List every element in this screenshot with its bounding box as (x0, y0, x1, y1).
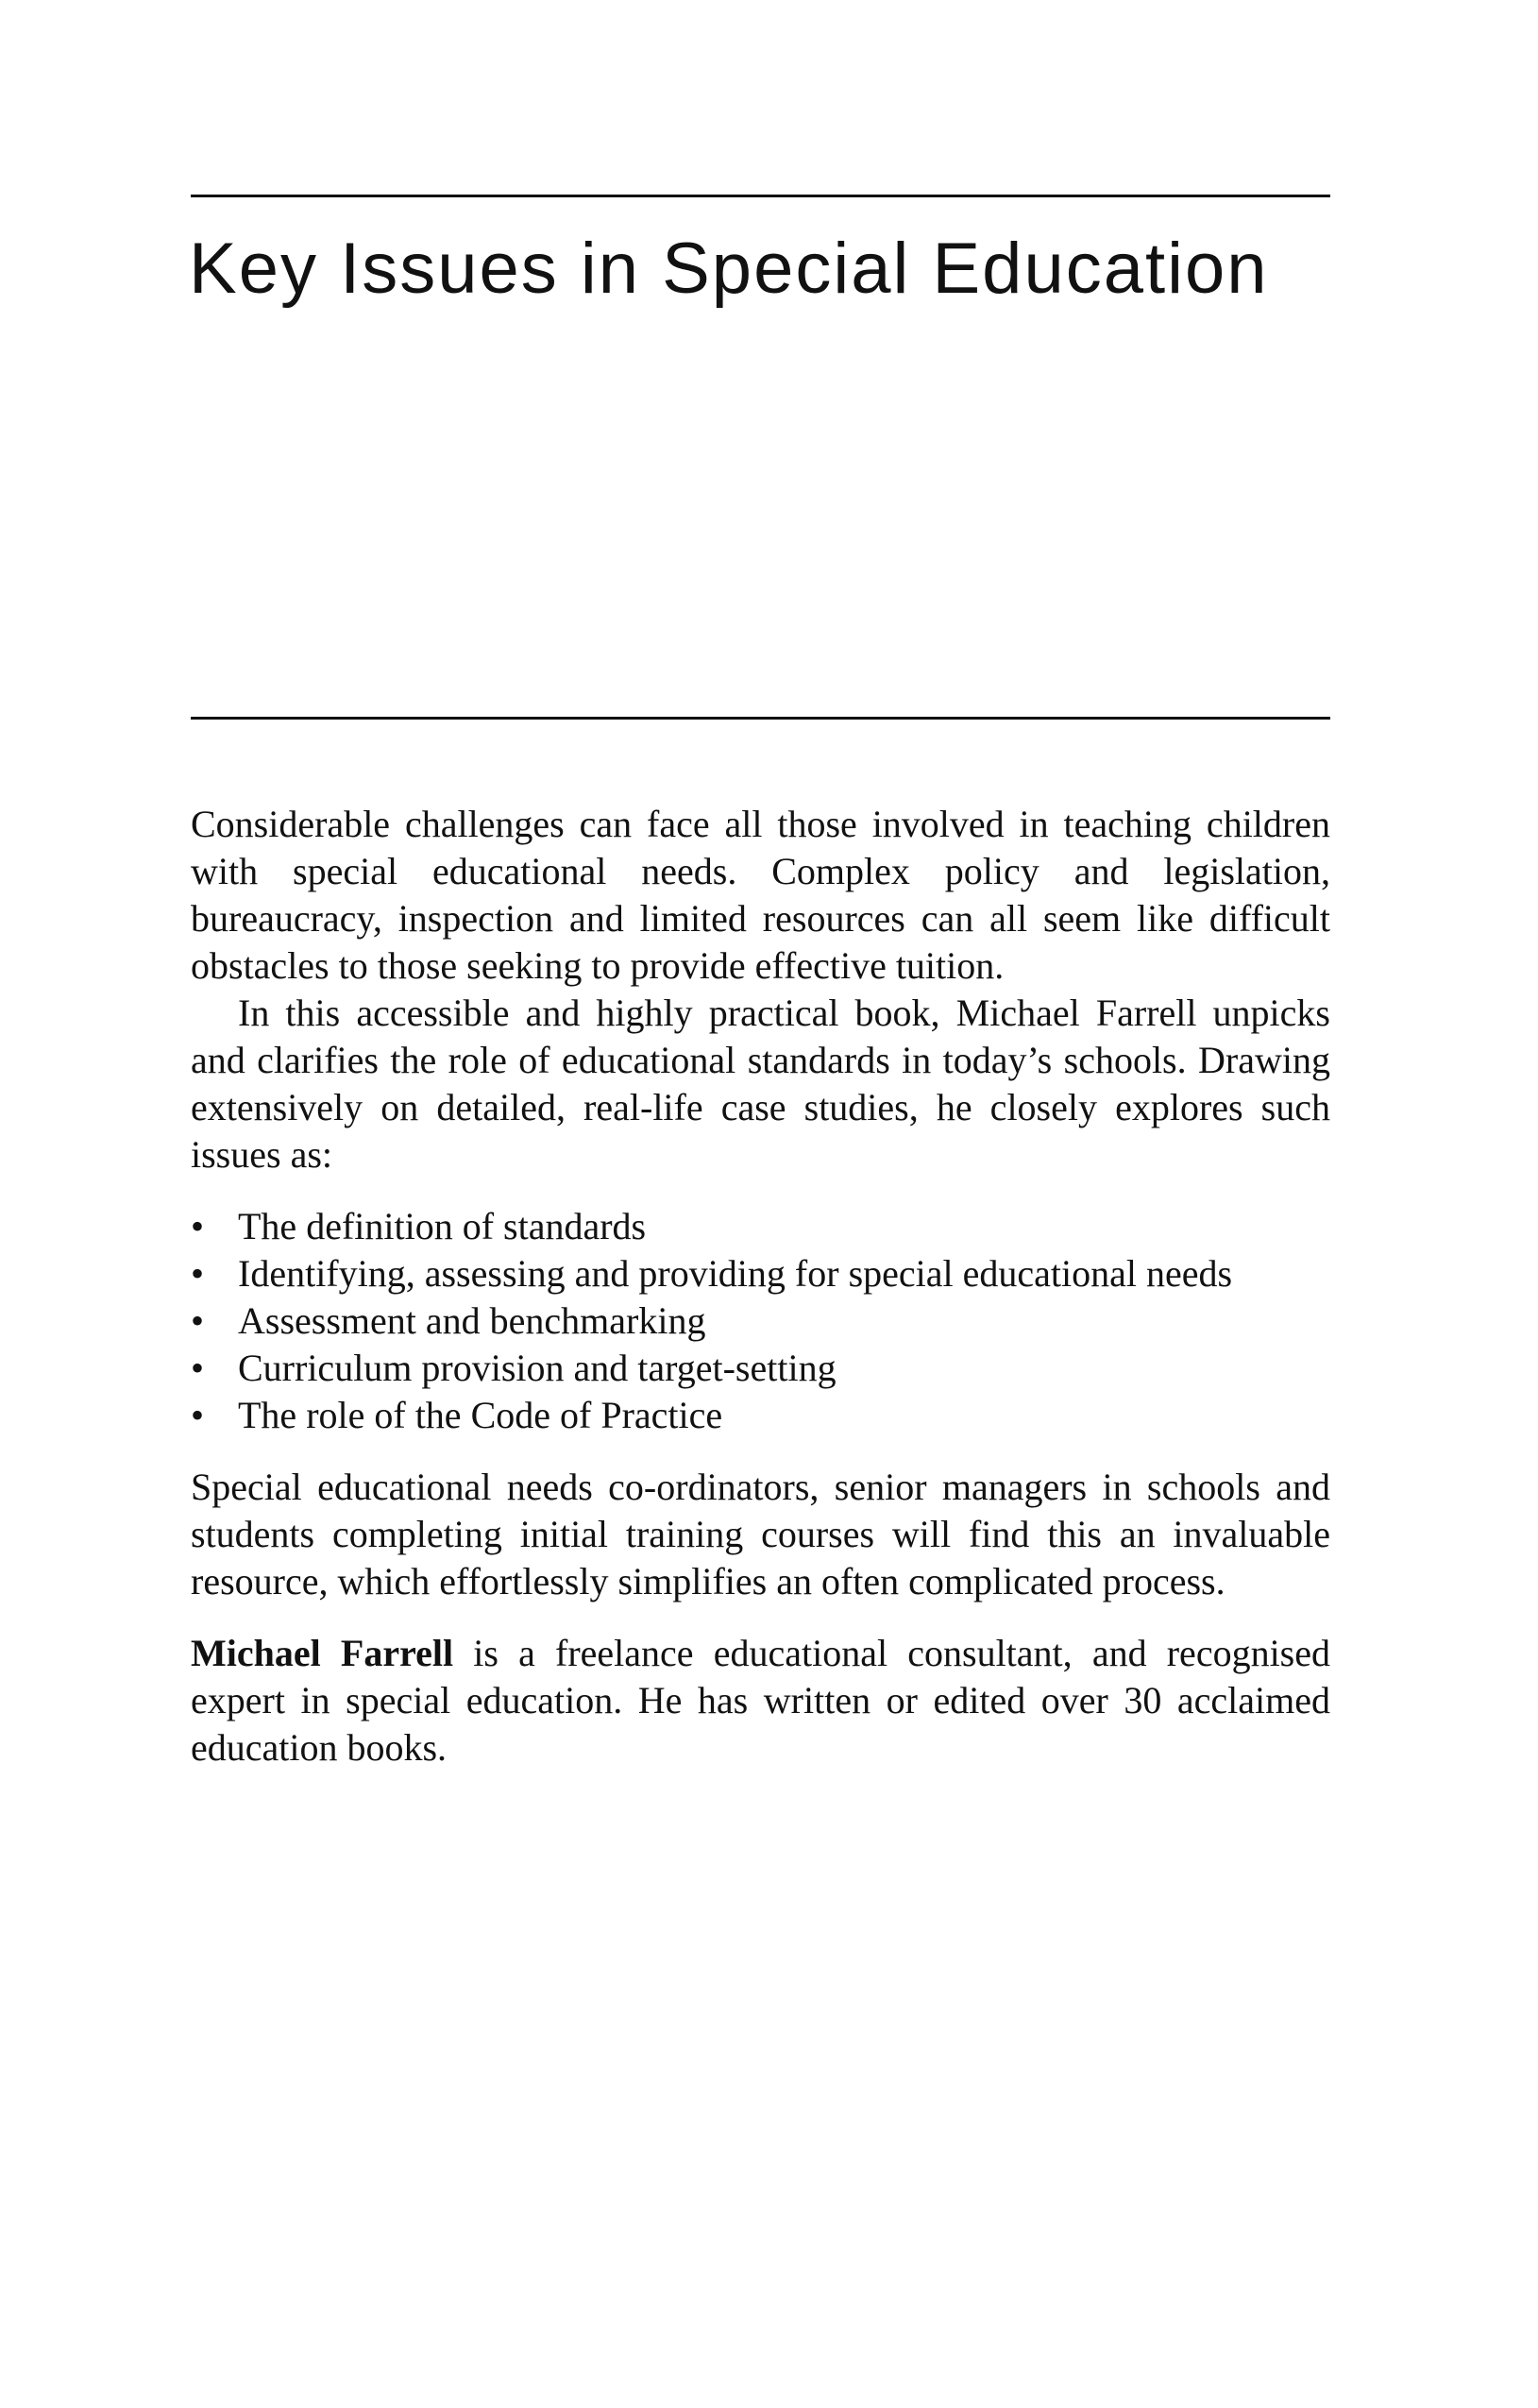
author-name: Michael Farrell (191, 1632, 454, 1674)
list-item (191, 1345, 1330, 1392)
list-item (191, 1297, 1330, 1345)
bullet-icon: • (191, 1205, 205, 1247)
list-item (191, 1250, 1330, 1297)
list-item-text: Identifying, assessing and providing for special educational needs (238, 1252, 1233, 1295)
author-bio-text: is a freelance educational consultant, and recognised expert in special education. He has written or edited over 30 acclaimed education books. (191, 1632, 1330, 1769)
closing-paragraph: Special educational needs co-ordinators, senior managers in schools and students completing initial training courses will find this an invaluable resource, which effortlessly simplifies an often complicated process. (191, 1466, 1330, 1603)
list-item (191, 1392, 1330, 1439)
page-title: Key Issues in Special Education (189, 229, 1269, 309)
top-rule (191, 195, 1330, 197)
list-item-text: Assessment and benchmarking (238, 1299, 706, 1342)
list-item-text: The role of the Code of Practice (238, 1394, 723, 1436)
list-item (191, 1203, 1330, 1250)
description-body (191, 801, 1330, 1772)
intro-paragraph: Considerable challenges can face all those involved in teaching children with special educational needs. Complex policy and legislation, bureaucracy, inspection and limited resources can all seem like difficult obstacles to those seeking to provide effective tuition. (191, 803, 1330, 987)
title-bottom-rule (191, 717, 1330, 720)
list-item-text: The definition of standards (238, 1205, 647, 1247)
bullet-icon: • (191, 1252, 205, 1295)
second-paragraph: In this accessible and highly practical book, Michael Farrell unpicks and clarifies the role of educational standards in today’s schools. Drawing extensively on detailed, real-life case studies, he closely explores such issues as: (191, 992, 1330, 1176)
author-bio (191, 1630, 1330, 1772)
bullet-icon: • (191, 1299, 205, 1342)
list-item-text: Curriculum provision and target-setting (238, 1347, 837, 1389)
bullet-icon: • (191, 1347, 205, 1389)
issues-list (191, 1203, 1330, 1439)
bullet-icon: • (191, 1394, 205, 1436)
